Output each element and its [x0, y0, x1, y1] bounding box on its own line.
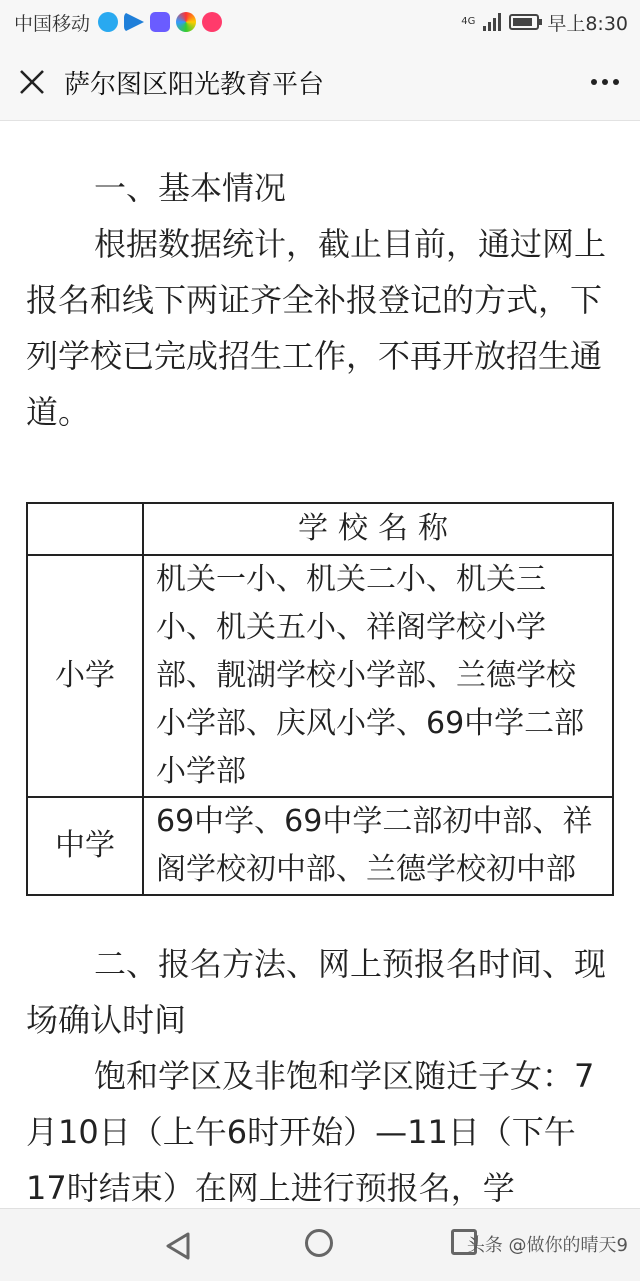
table-header-row — [27, 503, 613, 555]
carrier-label: 中国移动 — [14, 12, 91, 35]
notification-icons — [98, 12, 222, 32]
paragraph: 根据数据统计，截止目前，通过网上报名和线下两证齐全补报登记的方式，下列学校已完成招生工作，不再开放招生通道。 — [26, 225, 607, 431]
table-corner-cell — [27, 503, 143, 555]
table-row — [27, 797, 613, 895]
category-cell: 中学 — [27, 797, 143, 895]
table-header: 学校名称 — [143, 503, 613, 555]
browser-icon — [98, 12, 118, 32]
clock: 早上8:30 — [547, 12, 628, 35]
signal-icon — [483, 13, 501, 31]
page-title: 萨尔图区阳光教育平台 — [64, 69, 325, 100]
paragraph: 饱和学区及非饱和学区随迁子女：7月10日（上午6时开始）—11日（下午17时结束）在网上进行预报名，学 — [26, 1057, 595, 1207]
schools-cell: 69中学、69中学二部初中部、祥阁学校初中部、兰德学校初中部 — [143, 797, 613, 895]
shuabao-icon — [150, 12, 170, 32]
youku-icon — [124, 12, 144, 32]
section-heading: 二、报名方法、网上预报名时间、现场确认时间 — [26, 945, 607, 1039]
home-icon[interactable] — [305, 1229, 333, 1257]
category-cell: 小学 — [27, 555, 143, 797]
school-table — [26, 502, 614, 896]
status-bar — [0, 0, 640, 44]
schools-cell: 机关一小、机关二小、机关三小、机关五小、祥阁学校小学部、靓湖学校小学部、兰德学校小学部、庆风小学、69中学二部小学部 — [143, 555, 613, 797]
back-icon[interactable] — [164, 1231, 192, 1261]
camera-icon — [176, 12, 196, 32]
network-type: 4G — [461, 16, 476, 27]
video-icon — [202, 12, 222, 32]
title-bar — [0, 44, 640, 121]
close-icon — [19, 69, 45, 95]
section-heading: 一、基本情况 — [94, 169, 287, 207]
more-button[interactable] — [570, 44, 640, 120]
table-row — [27, 555, 613, 797]
watermark: 头条 @做你的晴天9 — [466, 1235, 628, 1256]
navigation-bar — [0, 1208, 640, 1281]
battery-icon — [509, 14, 539, 30]
article-body — [26, 160, 616, 1216]
close-button[interactable] — [0, 44, 64, 120]
more-icon — [590, 78, 620, 86]
